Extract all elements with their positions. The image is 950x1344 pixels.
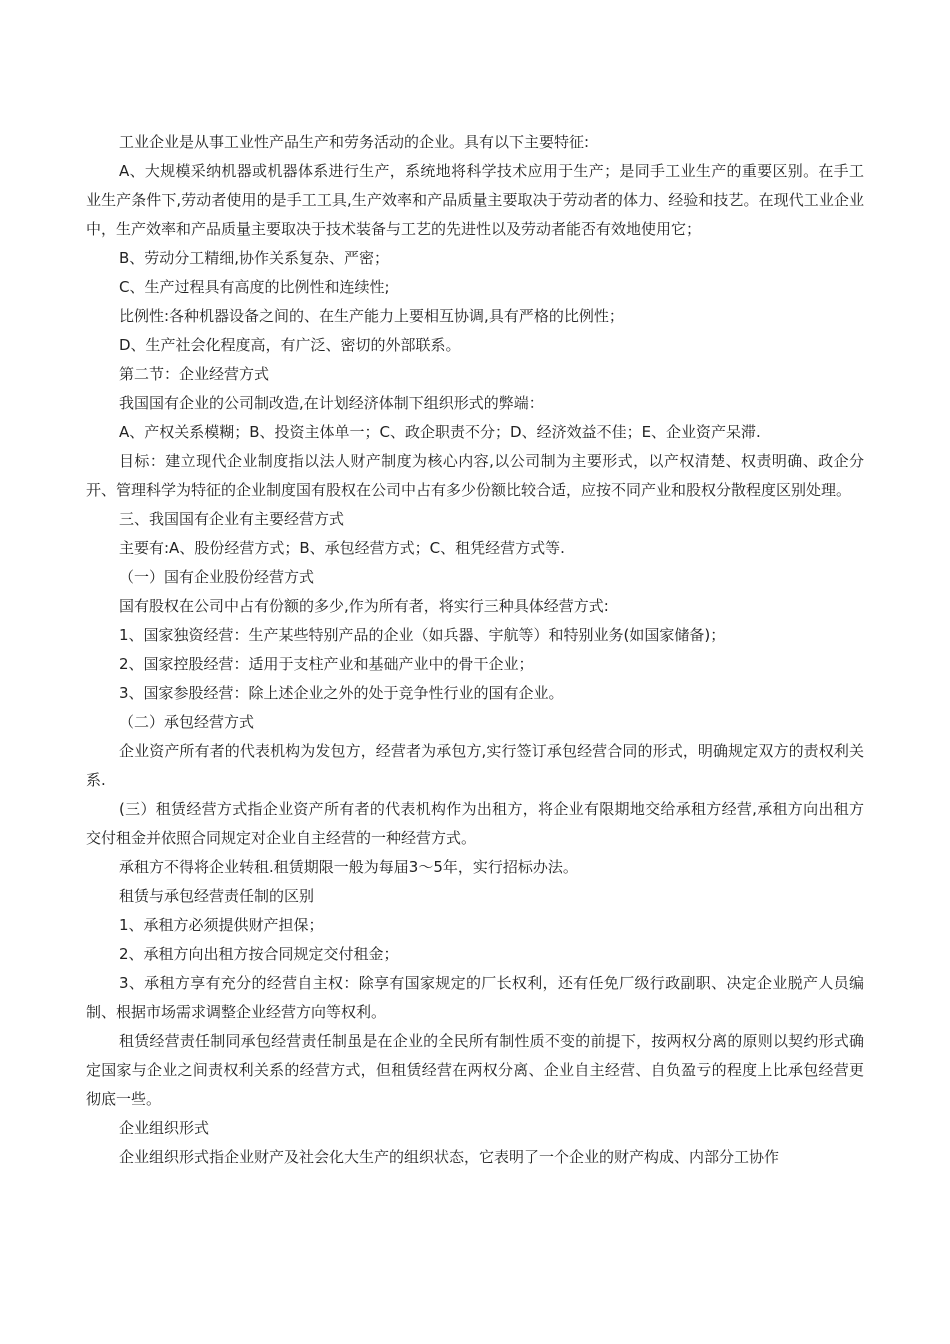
paragraph: 承租方不得将企业转租.租赁期限一般为每届3～5年，实行招标办法。 [119,858,578,876]
paragraph: C、生产过程具有高度的比例性和连续性; [119,278,390,296]
paragraph: 比例性:各种机器设备之间的、在生产能力上要相互协调,具有严格的比例性； [119,307,624,325]
paragraph: 工业企业是从事工业性产品生产和劳务活动的企业。具有以下主要特征: [119,133,590,151]
paragraph: A、大规模采纳机器或机器体系进行生产，系统地将科学技术应用于生产；是同手工业生产的重要区别。在手工业生产条件下,劳动者使用的是手工工具,生产效率和产品质量主要取决于劳动者的体力、经验和技艺。在现代工业企业中，生产效率和产品质量主要取决于技术装备与工艺的先进性以及劳动者能否有效地使用它； [86,162,864,238]
list-item: 2、承租方向出租方按合同规定交付租金； [119,945,399,963]
list-item: 1、承租方必须提供财产担保； [119,916,324,934]
list-item: 3、承租方享有充分的经营自主权：除享有国家规定的厂长权利，还有任免厂级行政副职、决定企业脱产人员编制、根据市场需求调整企业经营方向等权利。 [86,974,864,1021]
paragraph: 租赁经营责任制同承包经营责任制虽是在企业的全民所有制性质不变的前提下，按两权分离的原则以契约形式确定国家与企业之间责权利关系的经营方式，但租赁经营在两权分离、企业自主经营、自负盈亏的程度上比承包经营更彻底一些。 [86,1032,864,1108]
section-heading: 企业组织形式 [119,1119,210,1137]
paragraph: 企业组织形式指企业财产及社会化大生产的组织状态，它表明了一个企业的财产构成、内部分工协作 [119,1148,780,1166]
list-item: 1、国家独资经营：生产某些特别产品的企业（如兵器、宇航等）和特别业务(如国家储备)； [119,626,726,644]
document-body [86,128,864,1172]
section-heading: 租赁与承包经营责任制的区别 [119,887,315,905]
paragraph: A、产权关系模糊；B、投资主体单一；C、政企职责不分；D、经济效益不佳；E、企业资产呆滞. [119,423,761,441]
paragraph: 国有股权在公司中占有份额的多少,作为所有者，将实行三种具体经营方式: [119,597,609,615]
subsection-heading: （一）国有企业股份经营方式 [119,568,315,586]
paragraph: 企业资产所有者的代表机构为发包方，经营者为承包方,实行签订承包经营合同的形式，明确规定双方的责权利关系. [86,742,864,789]
paragraph: 目标：建立现代企业制度指以法人财产制度为核心内容,以公司制为主要形式，以产权清楚、权责明确、政企分开、管理科学为特征的企业制度国有股权在公司中占有多少份额比较合适，应按不同产业和股权分散程度区别处理。 [86,452,864,499]
paragraph: D、生产社会化程度高，有广泛、密切的外部联系。 [119,336,461,354]
section-heading: 第二节：企业经营方式 [119,365,270,383]
list-item: 3、国家参股经营：除上述企业之外的处于竞争性行业的国有企业。 [119,684,564,702]
paragraph: (三）租赁经营方式指企业资产所有者的代表机构作为出租方，将企业有限期地交给承租方经营,承租方向出租方交付租金并依照合同规定对企业自主经营的一种经营方式。 [86,800,864,847]
paragraph: B、劳动分工精细,协作关系复杂、严密； [119,249,390,267]
subsection-heading: （二）承包经营方式 [119,713,255,731]
section-heading: 三、我国国有企业有主要经营方式 [119,510,345,528]
list-item: 2、国家控股经营：适用于支柱产业和基础产业中的骨干企业； [119,655,534,673]
paragraph: 我国国有企业的公司制改造,在计划经济体制下组织形式的弊端： [119,394,544,412]
paragraph: 主要有:A、股份经营方式；B、承包经营方式；C、租凭经营方式等. [119,539,565,557]
